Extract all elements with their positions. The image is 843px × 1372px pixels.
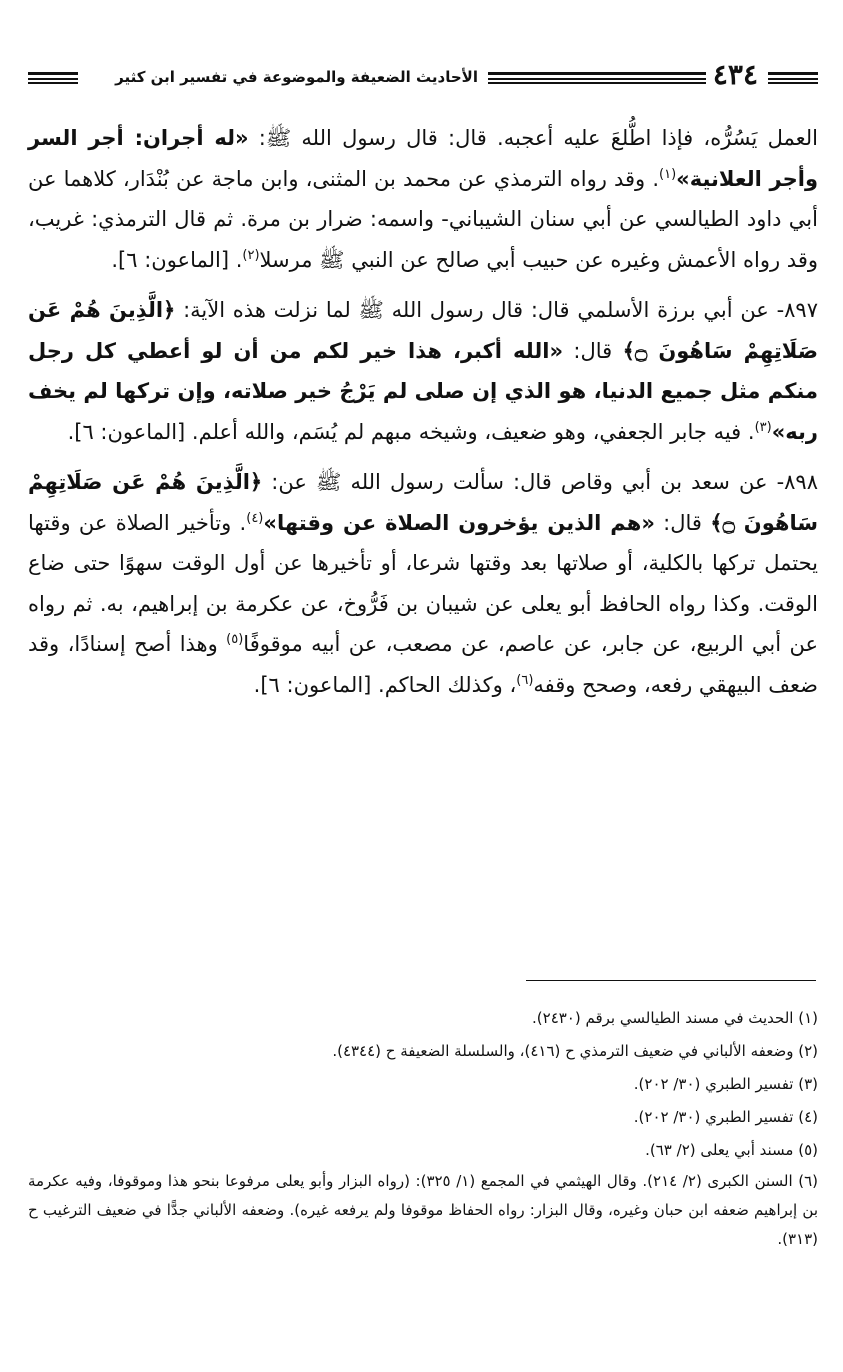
footnote-ref: (١): [659, 166, 677, 182]
paragraph-897: [28, 290, 818, 452]
running-title: الأحاديث الضعيفة والموضوعة في تفسير ابن كثير: [115, 68, 478, 86]
main-text: [28, 118, 818, 705]
hadith-quote: «هم الذين يؤخرون الصلاة عن وقتها»: [263, 510, 655, 535]
footnote-separator: [526, 980, 816, 981]
book-page: [28, 0, 818, 1372]
footnotes: [28, 1002, 818, 1254]
quran-verse: ﴿الَّذِينَ هُمْ عَن صَلَاتِهِمْ سَاهُونَ ۝﴾: [28, 298, 819, 363]
text-segment: . وقد رواه الترمذي عن محمد بن المثنى، وابن ماجة عن بُنْدَار، كلاهما عن أبي داود الطيالسي عن أبي سنان الشيباني- واسمه: ضرار بن مرة. ثم قال الترمذي: غريب، وقد رواه الأعمش وغيره عن حبيب أبي صالح عن النبي ﷺ مرسلا: [28, 166, 818, 272]
footnote-ref: (٦): [516, 672, 534, 688]
footnote-5: (٥) مسند أبي يعلى (٢/ ٦٣).: [645, 1141, 818, 1159]
text-segment: العمل يَسُرُّه، فإذا اطُّلعَ عليه أعجبه. قال: قال رسول الله ﷺ:: [248, 126, 818, 150]
text-segment: ، وكذلك الحاكم. [الماعون: ٦].: [253, 672, 517, 697]
text-segment: قال:: [563, 338, 623, 363]
footnote-1: (١) الحديث في مسند الطيالسي برقم (٢٤٣٠).: [532, 1009, 818, 1027]
text-segment: . وتأخير الصلاة عن وقتها يحتمل تركها بالكلية، أو صلاتها بعد وقتها شرعا، أو تأخيرها عن أول الوقت سهوًا حتى ضاع الوقت. وكذا رواه الحافظ أبو يعلى عن شيبان بن فَرُّوخ، عن عكرمة بن إبراهيم، به. ثم رواه عن أبي الربيع، عن جابر، عن عاصم، عن مصعب، عن أبيه موقوفًا: [28, 510, 819, 656]
header-rule-middle: [488, 72, 706, 84]
text-segment: وهذا أصح إسنادًا، وقد ضعف البيهقي رفعه، وصحح وقفه: [28, 632, 818, 697]
text-segment: ٨٩٨- عن سعد بن أبي وقاص قال: سألت رسول الله ﷺ عن:: [262, 470, 818, 494]
page-number: ٤٣٤: [712, 58, 758, 91]
footnote-4: (٤) تفسير الطبري (٣٠/ ٢٠٢).: [633, 1108, 818, 1126]
footnote-6: (٦) السنن الكبرى (٢/ ٢١٤). وقال الهيثمي في المجمع (١/ ٣٢٥): (رواه البزار وأبو يعلى مرفوعا بنحو هذا وموقوفا، وفيه عكرمة بن إبراهيم ضعفه ابن حبان وغيره، وقال البزار: رواه الحفاظ موقوفا ولم يرفعه غيره). وضعفه الألباني جدًّا في ضعيف الترغيب ح (٣١٣).: [28, 1172, 819, 1248]
page-header: [28, 58, 818, 98]
footnote-ref: (٥): [226, 632, 244, 647]
hadith-quote: «له أجران: أجر السر وأجر العلانية»: [28, 126, 818, 191]
header-rule-right: [768, 72, 818, 84]
text-segment: . فيه جابر الجعفي، وهو ضعيف، وشيخه مبهم لم يُسَم، والله أعلم. [الماعون: ٦].: [67, 419, 755, 444]
footnote-ref: (٢): [242, 247, 260, 263]
footnote-ref: (٤): [246, 510, 264, 526]
quran-verse: ﴿الَّذِينَ هُمْ عَن صَلَاتِهِمْ سَاهُونَ ۝﴾: [28, 470, 818, 535]
paragraph-continuation: [28, 118, 818, 280]
header-rule-left: [28, 72, 78, 84]
hadith-quote: «الله أكبر، هذا خير لكم من أن لو أعطي كل رجل منكم مثل جميع الدنيا، هو الذي إن صلى لم يَرْجُ خير صلاته، وإن تركها لم يخف ربه»: [28, 338, 818, 444]
footnote-2: (٢) وضعفه الألباني في ضعيف الترمذي ح (٤١٦)، والسلسلة الضعيفة ح (٤٣٤٤).: [332, 1042, 818, 1060]
text-segment: ٨٩٧- عن أبي برزة الأسلمي قال: قال رسول الله ﷺ لما نزلت هذه الآية:: [175, 298, 818, 322]
text-segment: قال:: [654, 510, 711, 535]
footnote-3: (٣) تفسير الطبري (٣٠/ ٢٠٢).: [633, 1075, 818, 1093]
paragraph-898: [28, 462, 818, 705]
footnote-ref: (٣): [754, 419, 772, 435]
text-segment: . [الماعون: ٦].: [111, 247, 243, 272]
